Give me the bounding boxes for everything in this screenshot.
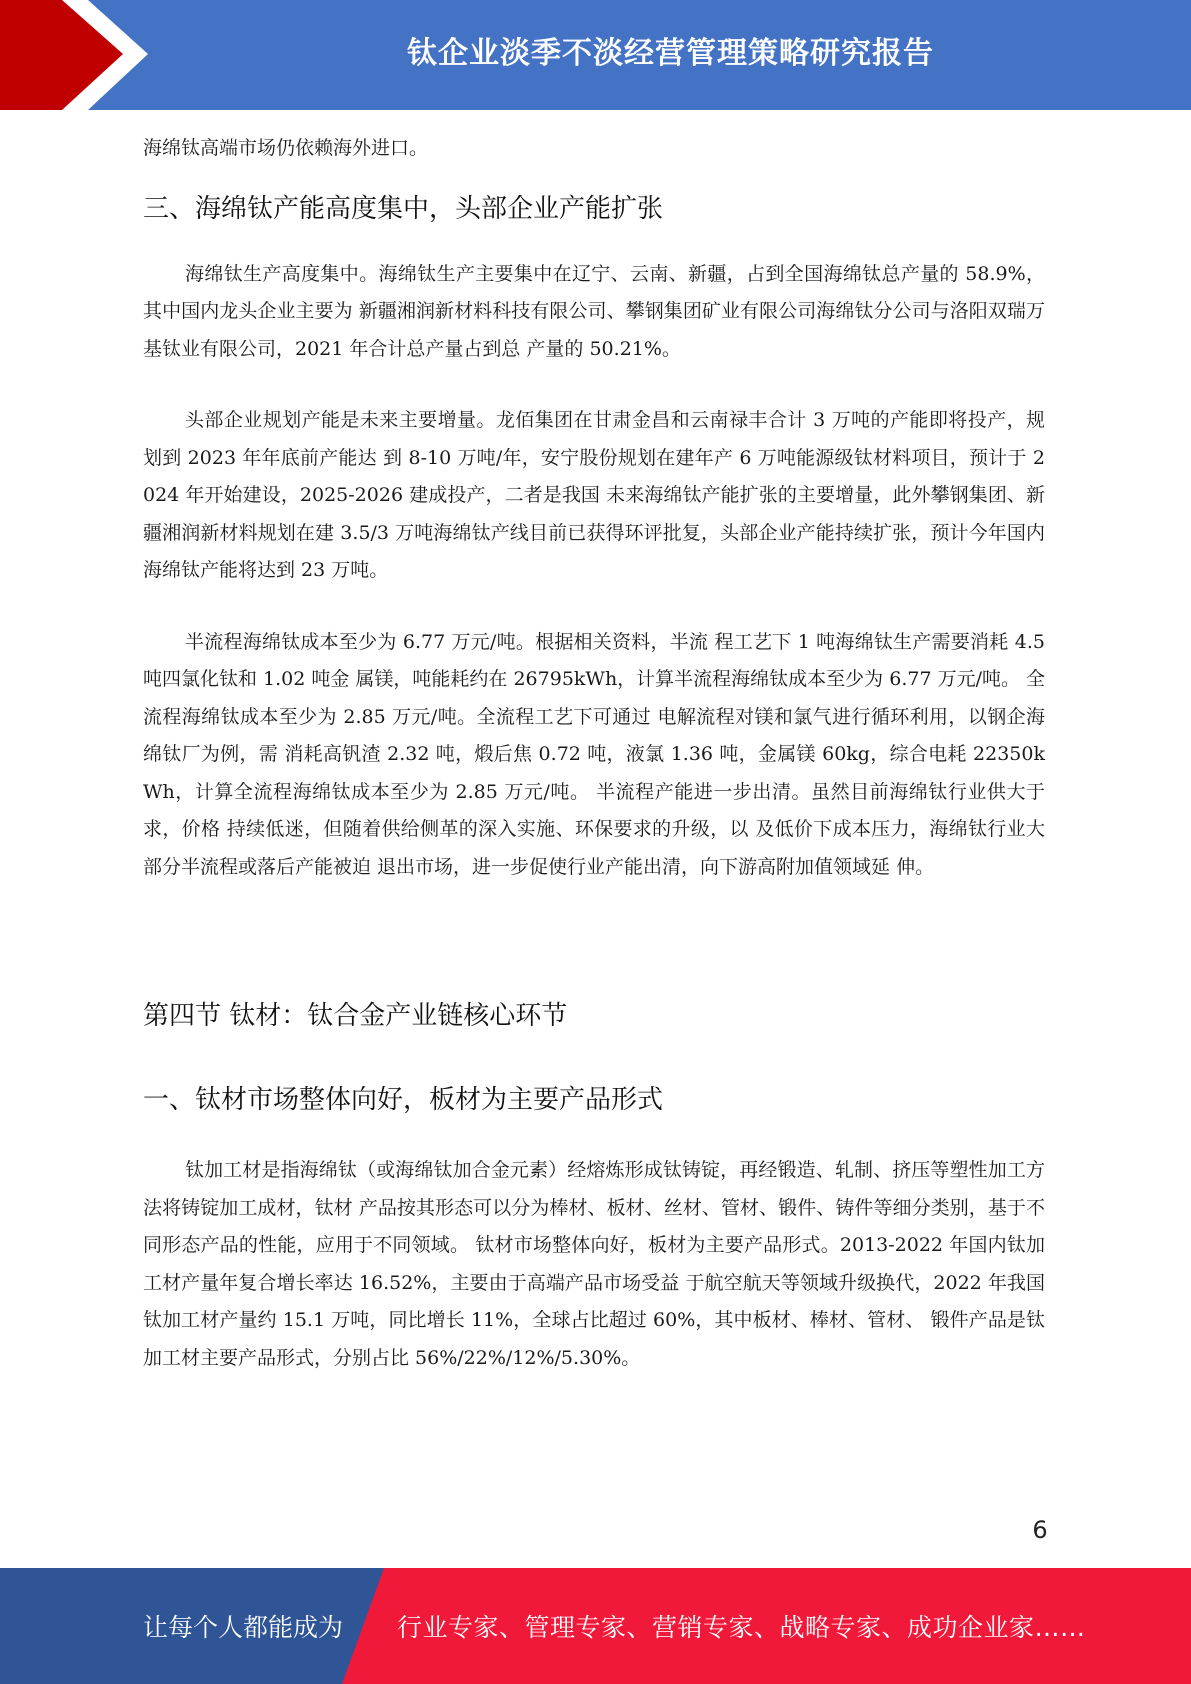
report-title: 钛企业淡季不淡经营管理策略研究报告 xyxy=(407,36,934,71)
section4-paragraph: 钛加工材是指海绵钛（或海绵钛加合金元素）经熔炼形成钛铸锭，再经锻造、轧制、挤压等塑性加工方法将铸锭加工成材，钛材 产品按其形态可以分为棒材、板材、丝材、管材、锻件、铸件等细分类别，基于不同形态产品的性能，应用于不同领域。 钛材市场整体向好，板材为主要产品形式。2013-2022 年国内钛加工材产量年复合增长率达 16.52%，主要由于高端产品市场受益 于航空航天等领域升级换代，2022 年我国钛加工材产量约 15.1 万吨，同比增长 11%，全球占比超过 60%，其中板材、棒材、管材、 锻件产品是钛加工材主要产品形式，分别占比 56%/22%/12%/5.30%。 xyxy=(143,1159,1045,1369)
section4-subheading: 一、钛材市场整体向好，板材为主要产品形式 xyxy=(143,1085,664,1115)
section3-paragraph-2: 头部企业规划产能是未来主要增量。龙佰集团在甘肃金昌和云南禄丰合计 3 万吨的产能即将投产，规划到 2023 年年底前产能达 到 8-10 万吨/年，安宁股份规划在建年产 6 万吨能源级钛材料项目，预计于 2024 年开始建设，2025-2026 建成投产，二者是我国 未来海绵钛产能扩张的主要增量，此外攀钢集团、新疆湘润新材料规划在建 3.5/3 万吨海绵钛产线目前已获得环评批复，头部企业产能持续扩张，预计今年国内海绵钛产能将达到 23 万吨。 xyxy=(143,409,1045,581)
page-number: 6 xyxy=(1032,1516,1048,1544)
section3-paragraph-1: 海绵钛生产高度集中。海绵钛生产主要集中在辽宁、云南、新疆，占到全国海绵钛总产量的 58.9%，其中国内龙头企业主要为 新疆湘润新材料科技有限公司、攀钢集团矿业有限公司海绵钛分公司与洛阳双瑞万基钛业有限公司，2021 年合计总产量占到总 产量的 50.21%。 xyxy=(143,262,1045,360)
section4-title: 第四节 钛材：钛合金产业链核心环节 xyxy=(143,1001,568,1031)
footer-slogan-left: 让每个人都能成为 xyxy=(143,1613,344,1642)
page-header xyxy=(0,0,1191,110)
lead-paragraph: 海绵钛高端市场仍依赖海外进口。 xyxy=(143,137,429,159)
section3-paragraph-3: 半流程海绵钛成本至少为 6.77 万元/吨。根据相关资料，半流 程工艺下 1 吨海绵钛生产需要消耗 4.5 吨四氯化钛和 1.02 吨金 属镁，吨能耗约在 26795kWh，计算半流程海绵钛成本至少为 6.77 万元/吨。 全流程海绵钛成本至少为 2.85 万元/吨。全流程工艺下可通过 电解流程对镁和氯气进行循环利用，以钢企海绵钛厂为例，需 消耗高钒渣 2.32 吨，煅后焦 0.72 吨，液氯 1.36 吨，金属镁 60kg，综合电耗 22350kWh，计算全流程海绵钛成本至少为 2.85 万元/吨。 半流程产能进一步出清。虽然目前海绵钛行业供大于求，价格 持续低迷，但随着供给侧革的深入实施、环保要求的升级，以 及低价下成本压力，海绵钛行业大部分半流程或落后产能被迫 退出市场，进一步促使行业产能出清，向下游高附加值领域延 伸。 xyxy=(143,630,1046,878)
section3-heading: 三、海绵钛产能高度集中，头部企业产能扩张 xyxy=(143,193,664,224)
page-content xyxy=(143,130,1045,1377)
footer-slogan-right: 行业专家、管理专家、营销专家、战略专家、成功企业家…… xyxy=(397,1613,1086,1642)
page-footer xyxy=(0,1568,1191,1684)
